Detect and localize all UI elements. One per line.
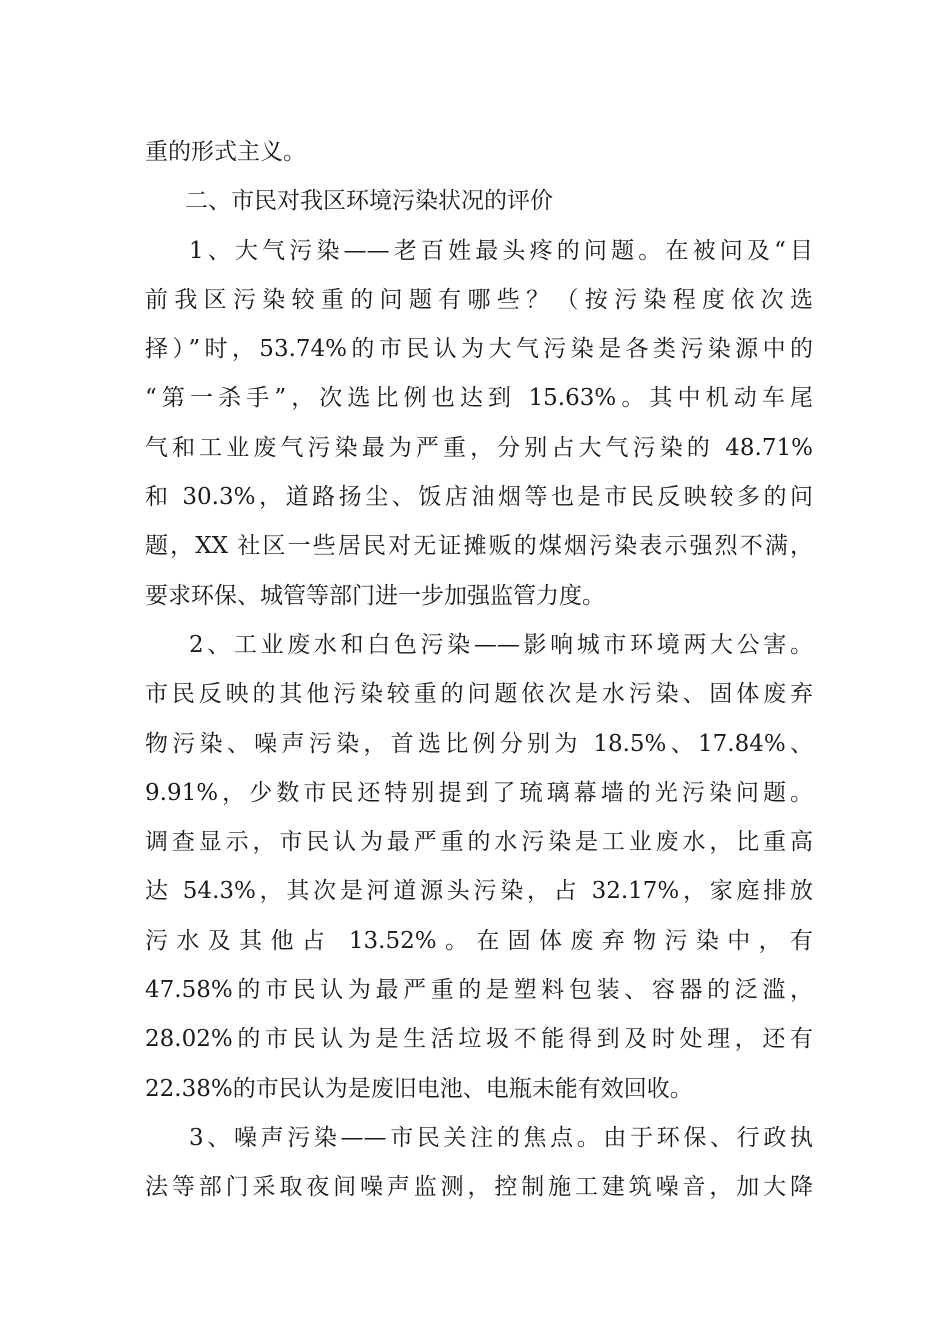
text-line: 重的形式主义。	[145, 139, 306, 165]
text-line: 22.38%的市民认为是废旧电池、电瓶未能有效回收。	[145, 1075, 693, 1102]
text-line: 47.58%的市民认为最严重的是塑料包装、容器的泛滥，	[145, 977, 813, 1004]
text-line: 择）”时，53.74%的市民认为大气污染是各类污染源中的	[145, 336, 813, 363]
text-line: 调查显示，市民认为最严重的水污染是工业废水，比重高	[145, 829, 813, 856]
text-line: 题，XX 社区一些居民对无证摊贩的煤烟污染表示强烈不满，	[145, 533, 813, 560]
text-line: 气和工业废气污染最为严重，分别占大气污染的 48.71%	[145, 434, 813, 461]
text-line: 污水及其他占 13.52%。在固体废弃物污染中，有	[145, 927, 813, 954]
text-line: 二、市民对我区环境污染状况的评价	[185, 188, 553, 215]
text-line: 要求环保、城管等部门进一步加强监管力度。	[145, 582, 605, 609]
text-line: 物污染、噪声污染，首选比例分别为 18.5%、17.84%、	[145, 730, 813, 757]
text-line: 和 30.3%，道路扬尘、饭店油烟等也是市民反映较多的问	[145, 484, 813, 511]
text-line: 达 54.3%，其次是河道源头污染，占 32.17%，家庭排放	[145, 878, 813, 905]
text-line: “第一杀手”，次选比例也达到 15.63%。其中机动车尾	[145, 385, 813, 412]
text-line: 9.91%，少数市民还特别提到了琉璃幕墙的光污染问题。	[145, 779, 813, 806]
document-body	[145, 128, 813, 1213]
text-line: 3、噪声污染——市民关注的焦点。由于环保、行政执	[189, 1124, 813, 1151]
text-line: 市民反映的其他污染较重的问题依次是水污染、固体废弃	[145, 681, 813, 708]
text-line: 28.02%的市民认为是生活垃圾不能得到及时处理，还有	[145, 1026, 813, 1053]
text-line: 1、大气污染——老百姓最头疼的问题。在被问及“目	[189, 237, 813, 264]
text-line: 前我区污染较重的问题有哪些？（按污染程度依次选	[145, 286, 813, 313]
text-line: 法等部门采取夜间噪声监测，控制施工建筑噪音，加大降	[145, 1174, 813, 1201]
text-line: 2、工业废水和白色污染——影响城市环境两大公害。	[189, 631, 813, 658]
